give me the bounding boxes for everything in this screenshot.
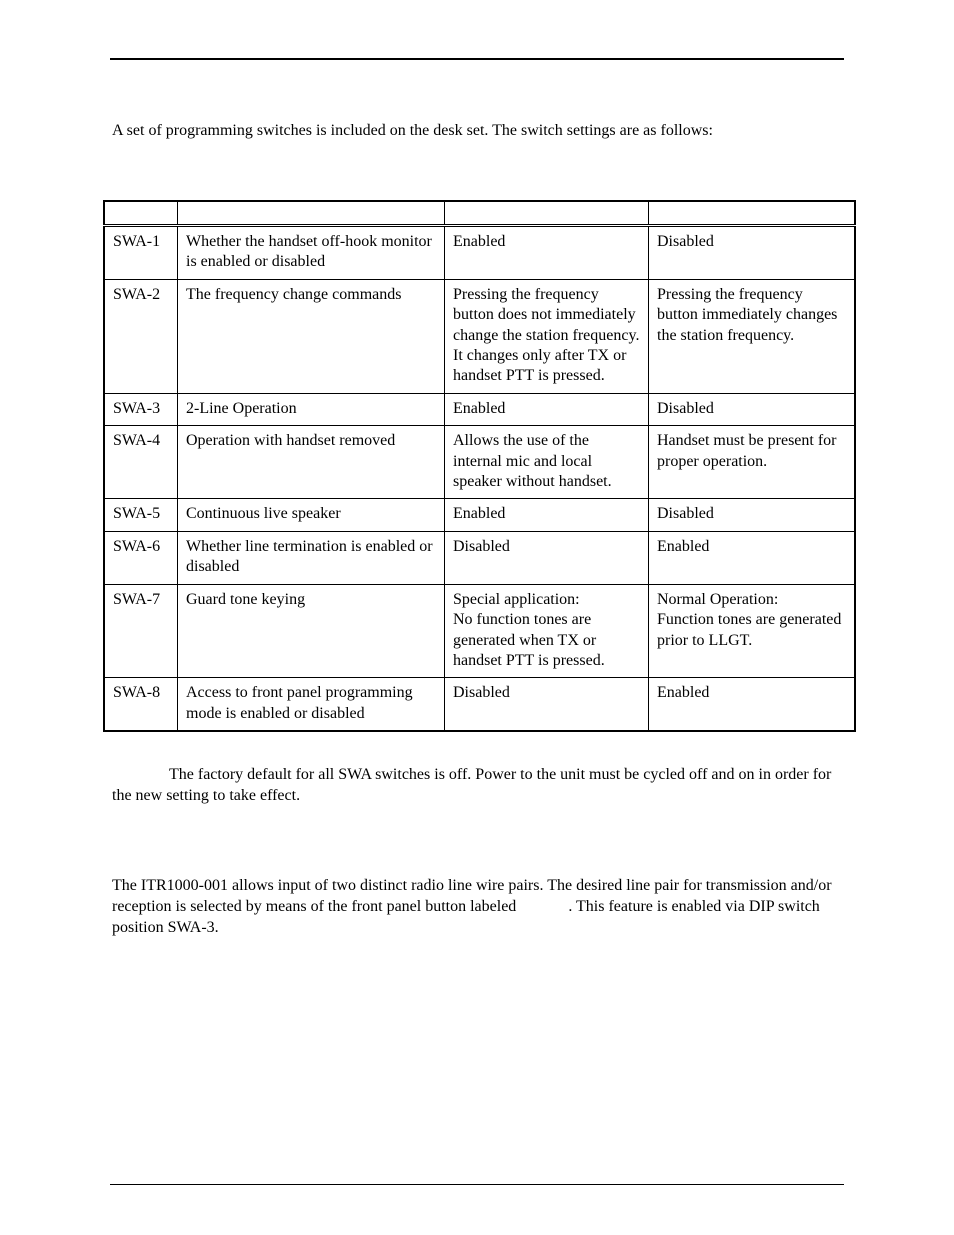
controls-cell: Whether the handset off-hook monitor is enabled or disabled	[178, 226, 445, 280]
switch-id-cell: SWA-2	[104, 279, 178, 393]
controls-cell: 2-Line Operation	[178, 393, 445, 425]
table-header-row	[104, 201, 855, 226]
table-row	[104, 426, 855, 499]
controls-cell: Continuous live speaker	[178, 499, 445, 531]
on-setting-cell: Disabled	[445, 678, 649, 731]
controls-cell: Whether line termination is enabled or disabled	[178, 531, 445, 584]
on-setting-cell: Allows the use of the internal mic and local speaker without handset.	[445, 426, 649, 499]
off-setting-cell: Disabled	[649, 393, 856, 425]
footer-rule	[110, 1184, 844, 1185]
table-body	[104, 226, 855, 732]
switch-id-cell: SWA-1	[104, 226, 178, 280]
switch-id-cell: SWA-3	[104, 393, 178, 425]
table-row	[104, 531, 855, 584]
table-row	[104, 226, 855, 280]
off-setting-cell: Normal Operation: Function tones are generated prior to LLGT.	[649, 584, 856, 678]
off-setting-cell: Disabled	[649, 499, 856, 531]
line-operation-paragraph	[112, 875, 834, 938]
on-setting-cell: Pressing the frequency button does not immediately change the station frequency. It changes only after TX or handset PTT is pressed.	[445, 279, 649, 393]
line-paragraph-text: The ITR1000-001 allows input of two distinct radio line wire pairs. The desired line pair for transmission and/or reception is selected by means of the front panel button labeled	[112, 877, 832, 915]
off-setting-cell: Disabled	[649, 226, 856, 280]
table-row	[104, 393, 855, 425]
switch-id-cell: SWA-5	[104, 499, 178, 531]
on-setting-cell: Special application: No function tones are generated when TX or handset PTT is pressed.	[445, 584, 649, 678]
controls-cell: Access to front panel programming mode is enabled or disabled	[178, 678, 445, 731]
header-cell-switch	[104, 201, 178, 226]
on-setting-cell: Enabled	[445, 393, 649, 425]
on-setting-cell: Enabled	[445, 499, 649, 531]
switch-id-cell: SWA-6	[104, 531, 178, 584]
switch-id-cell: SWA-4	[104, 426, 178, 499]
header-cell-off	[649, 201, 856, 226]
default-note: The factory default for all SWA switches is off. Power to the unit must be cycled off and on in order for the new setting to take effect.	[112, 766, 832, 804]
off-setting-cell: Enabled	[649, 531, 856, 584]
on-setting-cell: Enabled	[445, 226, 649, 280]
switch-id-cell: SWA-8	[104, 678, 178, 731]
table-row	[104, 279, 855, 393]
header-cell-controls	[178, 201, 445, 226]
header-cell-on	[445, 201, 649, 226]
table-row	[104, 584, 855, 678]
on-setting-cell: Disabled	[445, 531, 649, 584]
controls-cell: The frequency change commands	[178, 279, 445, 393]
intro-paragraph: A set of programming switches is included on the desk set. The switch settings are as follows:	[112, 122, 713, 139]
off-setting-cell: Pressing the frequency button immediately changes the station frequency.	[649, 279, 856, 393]
switch-settings-table	[103, 200, 856, 732]
controls-cell: Guard tone keying	[178, 584, 445, 678]
table-row	[104, 678, 855, 731]
controls-cell: Operation with handset removed	[178, 426, 445, 499]
switch-id-cell: SWA-7	[104, 584, 178, 678]
off-setting-cell: Handset must be present for proper operation.	[649, 426, 856, 499]
line-paragraph-tail: . This feature is enabled via DIP switch position SWA-3.	[112, 898, 820, 936]
off-setting-cell: Enabled	[649, 678, 856, 731]
table-row	[104, 499, 855, 531]
header-rule	[110, 58, 844, 60]
